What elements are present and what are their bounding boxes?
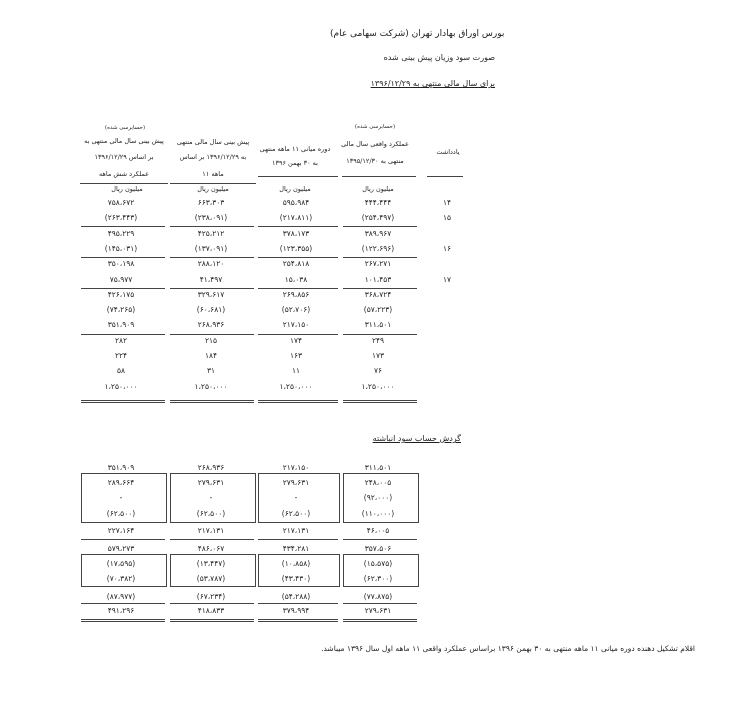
rule-line bbox=[81, 257, 165, 258]
rule-line bbox=[81, 619, 165, 622]
rule-line bbox=[258, 226, 338, 227]
rule-line bbox=[343, 400, 417, 403]
cell-value: ۲۱۷،۱۵۰ bbox=[282, 463, 310, 472]
rule-line bbox=[81, 400, 165, 403]
cell-value: ۳۲۹،۶۱۷ bbox=[197, 289, 225, 299]
cell-value: ۲۴۹ bbox=[371, 335, 385, 345]
cell-value: ۱،۲۵۰،۰۰۰ bbox=[104, 381, 138, 391]
cell-value: (۵۴،۲۸۸) bbox=[281, 592, 311, 601]
cell-value: (۶۲،۵۰۰) bbox=[106, 509, 136, 518]
box-col3-a bbox=[170, 473, 256, 523]
box-col4-b bbox=[81, 554, 167, 587]
cell-value: ۴۲۶،۱۷۵ bbox=[107, 289, 135, 299]
rule-line bbox=[170, 334, 254, 335]
cell-value: ۳۵۱،۹۰۹ bbox=[107, 463, 135, 472]
header-col4-sub2: عملکرد شش ماهه bbox=[98, 170, 150, 178]
cell-value: - bbox=[294, 493, 298, 502]
rule-line bbox=[170, 257, 254, 258]
box-col1-b bbox=[343, 554, 419, 587]
cell-value: ۲۱۷،۱۳۱ bbox=[282, 526, 310, 535]
row-note: ۱۶ bbox=[442, 243, 452, 253]
company-title: بورس اوراق بهادار تهران (شرکت سهامی عام) bbox=[330, 29, 505, 39]
cell-value: ۴۴۴،۴۴۴ bbox=[364, 198, 392, 207]
cell-value: (۱۰،۸۵۸) bbox=[281, 559, 311, 568]
cell-value: (۱۲۲،۶۹۶) bbox=[361, 243, 395, 253]
cell-value: ۲۱۷،۱۵۰ bbox=[282, 320, 310, 330]
rule-line bbox=[81, 226, 165, 227]
cell-value: ۲۸۹،۶۶۴ bbox=[107, 478, 135, 487]
cell-value: ۱۶۳ bbox=[289, 351, 303, 360]
cell-value: ۲۸۸،۱۲۰ bbox=[197, 259, 225, 269]
cell-value: ۱۰۱،۴۵۳ bbox=[364, 274, 392, 284]
cell-value: ۵۷۹،۲۷۳ bbox=[107, 544, 135, 553]
cell-value: ۷۶ bbox=[373, 366, 383, 376]
rule-line bbox=[170, 400, 254, 403]
cell-value: ۲۱۵ bbox=[204, 335, 218, 345]
cell-value: ۲۴۸،۰۰۵ bbox=[364, 478, 392, 487]
cell-value: (۶۲،۵۰۰) bbox=[196, 509, 226, 518]
header-col1-sub: منتهی به ۱۳۹۵/۱۲/۳۰ bbox=[346, 157, 404, 165]
header-col4-title: پیش بینی سال مالی منتهی به bbox=[84, 137, 164, 145]
header-note: یادداشت bbox=[436, 148, 460, 156]
cell-value: ۲۱۷،۱۳۱ bbox=[197, 526, 225, 535]
cell-value: ۳۱ bbox=[206, 366, 216, 376]
rule-line bbox=[81, 334, 165, 335]
cell-value: (۶۲،۵۰۰) bbox=[281, 509, 311, 518]
rule-line bbox=[258, 257, 338, 258]
cell-value: ۱۸۴ bbox=[204, 351, 218, 360]
cell-value: (۲۱۷،۸۱۱) bbox=[279, 213, 313, 223]
header-rule-col4 bbox=[80, 183, 168, 184]
rule-line bbox=[258, 539, 338, 540]
row-note: ۱۵ bbox=[442, 213, 452, 223]
header-col1-tag: (حسابرسی شده) bbox=[354, 124, 396, 130]
box-col4-a bbox=[81, 473, 167, 523]
cell-value: ۲۶۹،۸۵۶ bbox=[282, 289, 310, 299]
cell-value: ۳۱۱،۵۰۱ bbox=[364, 320, 392, 330]
cell-value: (۱۷،۵۹۵) bbox=[106, 559, 136, 568]
rule-line bbox=[343, 334, 417, 335]
cell-value: ۲۶۷،۲۷۱ bbox=[364, 259, 392, 269]
cell-value: (۲۶۳،۴۴۳) bbox=[104, 213, 138, 223]
rule-line bbox=[343, 226, 417, 227]
cell-value: ۷۵۸،۶۷۲ bbox=[107, 198, 135, 207]
header-rule-col1 bbox=[342, 176, 416, 177]
cell-value: ۱۵،۰۳۸ bbox=[284, 274, 308, 284]
cell-value: ۲۸۲ bbox=[114, 335, 128, 345]
cell-value: - bbox=[209, 493, 213, 502]
cell-value: (۱۳،۴۴۷) bbox=[196, 559, 226, 568]
cell-value: ۲۵۴،۸۱۸ bbox=[282, 259, 310, 269]
rule-line bbox=[258, 400, 338, 403]
cell-value: ۴۱،۴۹۷ bbox=[199, 274, 223, 284]
box-col3-b bbox=[170, 554, 256, 587]
cell-value: ۴۳۴،۲۸۱ bbox=[282, 544, 310, 553]
cell-value: ۴۹۱،۲۹۶ bbox=[107, 606, 135, 615]
header-rule-note bbox=[427, 176, 463, 177]
header-col2-title: دوره میانی ۱۱ ماهه منتهی bbox=[259, 145, 331, 153]
cell-value: ۳۱۱،۵۰۱ bbox=[364, 463, 392, 472]
rule-line bbox=[343, 257, 417, 258]
cell-value: ۱،۲۵۰،۰۰۰ bbox=[279, 381, 313, 391]
row-note: ۱۷ bbox=[442, 274, 452, 284]
footnote: اقلام تشکیل دهنده دوره میانی ۱۱ ماهه منتهی به ۳۰ بهمن ۱۳۹۶ براساس عملکرد واقعی ۱۱ ماهه اول سال ۱۳۹۶ میباشد. bbox=[321, 644, 695, 653]
cell-value: ۲۷۹،۶۳۱ bbox=[364, 606, 392, 615]
cell-value: (۷۴،۲۶۵) bbox=[106, 305, 136, 315]
rule-line bbox=[170, 603, 254, 604]
cell-value: ۲۷۹،۶۳۱ bbox=[282, 478, 310, 487]
header-col3-sub2: ۱۱ ماهه bbox=[202, 170, 224, 178]
cell-value: (۲۵۴،۴۹۷) bbox=[361, 213, 395, 223]
cell-value: ۴۸۶،۰۶۷ bbox=[197, 544, 225, 553]
cell-value: (۵۷،۲۲۳) bbox=[363, 305, 393, 315]
cell-value: (۲۳۸،۰۹۱) bbox=[194, 213, 228, 223]
cell-value: ۷۵،۹۷۷ bbox=[109, 274, 133, 284]
cell-value: ۳۵۷،۵۰۶ bbox=[364, 544, 392, 553]
rule-line bbox=[343, 619, 417, 622]
cell-value: - bbox=[119, 493, 123, 502]
rule-line bbox=[343, 539, 417, 540]
cell-value: ۱۷۳ bbox=[371, 351, 385, 360]
header-col2-sub: به ۳۰ بهمن ۱۳۹۶ bbox=[272, 159, 318, 167]
cell-value: (۹۲،۰۰۰) bbox=[363, 493, 393, 502]
unit-col2: میلیون ریال bbox=[279, 185, 311, 193]
cell-value: ۳۷۹،۹۹۴ bbox=[282, 606, 310, 615]
unit-col4: میلیون ریال bbox=[111, 185, 143, 193]
rule-line bbox=[170, 619, 254, 622]
unit-col1: میلیون ریال bbox=[362, 185, 394, 193]
cell-value: ۴۹۵،۲۲۹ bbox=[107, 228, 135, 238]
statement-title: صورت سود وزیان پیش بینی شده bbox=[383, 53, 495, 62]
cell-value: ۲۲۷،۱۶۴ bbox=[107, 526, 135, 535]
box-col2-a bbox=[258, 473, 340, 523]
cell-value: (۵۳،۷۸۷) bbox=[196, 574, 226, 583]
rule-line bbox=[81, 539, 165, 540]
cell-value: ۱،۲۵۰،۰۰۰ bbox=[194, 381, 228, 391]
cell-value: ۳۸۹،۹۶۷ bbox=[364, 228, 392, 238]
rule-line bbox=[258, 603, 338, 604]
cell-value: (۱۱۰،۰۰۰) bbox=[361, 509, 395, 518]
cell-value: ۵۸ bbox=[116, 366, 126, 376]
rule-line bbox=[81, 288, 165, 289]
header-col4-sub: ۱۳۹۶/۱۲/۲۹ بر اساس bbox=[94, 153, 154, 161]
header-col3-sub: به ۱۳۹۶/۱۲/۲۹ بر اساس bbox=[179, 153, 247, 161]
cell-value: ۴۲۵،۲۱۲ bbox=[197, 228, 225, 238]
box-col2-b bbox=[258, 554, 340, 587]
cell-value: ۱۱ bbox=[291, 366, 301, 376]
cell-value: (۱۲۳،۳۵۵) bbox=[279, 243, 313, 253]
rule-line bbox=[258, 288, 338, 289]
cell-value: ۳۵۱،۹۰۹ bbox=[107, 320, 135, 330]
header-rule-col2 bbox=[258, 176, 338, 177]
cell-value: ۱۷۴ bbox=[289, 335, 303, 345]
cell-value: ۲۲۴ bbox=[114, 351, 128, 360]
cell-value: (۶۲،۳۰۰) bbox=[363, 574, 393, 583]
cell-value: (۱۴۵،۰۳۱) bbox=[104, 243, 138, 253]
cell-value: ۲۷۹،۶۳۱ bbox=[197, 478, 225, 487]
period-title: برای سال مالی منتهی به ۱۳۹۶/۱۲/۲۹ bbox=[370, 79, 495, 88]
cell-value: ۲۶۸،۹۳۶ bbox=[197, 320, 225, 330]
box-col1-a bbox=[343, 473, 419, 523]
rule-line bbox=[170, 288, 254, 289]
cell-value: ۲۶۸،۹۳۶ bbox=[197, 463, 225, 472]
cell-value: ۳۷۸،۱۷۳ bbox=[282, 228, 310, 238]
cell-value: (۱۳۷،۰۹۱) bbox=[194, 243, 228, 253]
cell-value: ۴۱۸،۸۳۳ bbox=[197, 606, 225, 615]
row-note: ۱۴ bbox=[442, 198, 452, 207]
cell-value: (۷۷،۸۷۵) bbox=[363, 592, 393, 601]
rule-line bbox=[81, 603, 165, 604]
cell-value: ۱،۲۵۰،۰۰۰ bbox=[361, 381, 395, 391]
rule-line bbox=[258, 334, 338, 335]
cell-value: ۵۹۵،۹۸۴ bbox=[282, 198, 310, 207]
header-rule-col3 bbox=[170, 183, 256, 184]
unit-col3: میلیون ریال bbox=[197, 185, 229, 193]
cell-value: (۶۰،۶۸۱) bbox=[196, 305, 226, 315]
rule-line bbox=[170, 539, 254, 540]
cell-value: ۶۶۳،۳۰۳ bbox=[197, 198, 225, 207]
cell-value: (۸۷،۹۷۷) bbox=[106, 592, 136, 601]
cell-value: ۳۶۸،۷۲۴ bbox=[364, 289, 392, 299]
cell-value: (۴۳،۴۳۰) bbox=[281, 574, 311, 583]
cell-value: ۳۵۰،۱۹۸ bbox=[107, 259, 135, 269]
header-col1-title: عملکرد واقعی سال مالی bbox=[341, 140, 409, 148]
rule-line bbox=[258, 619, 338, 622]
retained-earnings-title: گردش حساب سود انباشته bbox=[372, 434, 461, 443]
rule-line bbox=[343, 603, 417, 604]
cell-value: (۶۷،۲۳۴) bbox=[196, 592, 226, 601]
header-col3-title: پیش بینی سال مالی منتهی bbox=[176, 138, 250, 146]
cell-value: ۴۶،۰۰۵ bbox=[366, 526, 390, 535]
header-col4-tag: (حسابرسی شده) bbox=[104, 125, 146, 131]
rule-line bbox=[170, 226, 254, 227]
cell-value: (۵۲،۷۰۶) bbox=[281, 305, 311, 315]
cell-value: (۱۵،۵۷۵) bbox=[363, 559, 393, 568]
rule-line bbox=[343, 288, 417, 289]
cell-value: (۷۰،۳۸۲) bbox=[106, 574, 136, 583]
